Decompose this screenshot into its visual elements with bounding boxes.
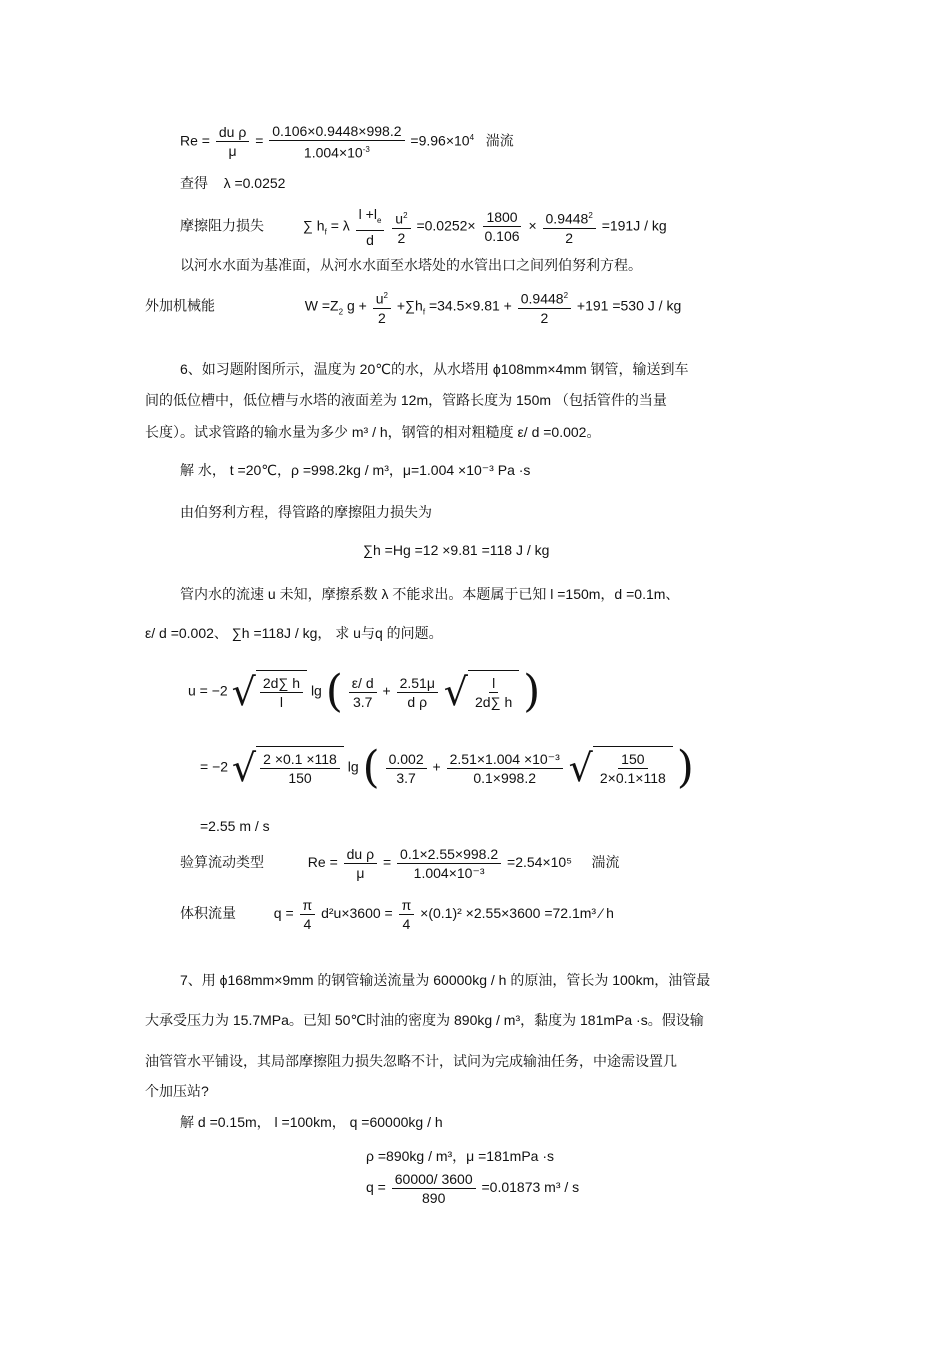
sqrt-icon: √ <box>231 746 257 790</box>
frac-num: du ρ <box>216 123 249 142</box>
problem7-line1: 7、用 ϕ168mm×9mm 的钢管输送流量为 60000kg / h 的原油，管长为 100km，油管最 <box>180 972 711 988</box>
flow-type: 湍流 <box>591 854 620 871</box>
frac-den: d <box>366 231 374 248</box>
hf-equation: ∑h =Hg =12 ×9.81 =118 J / kg <box>363 542 550 558</box>
frac-den: 3.7 <box>352 693 373 710</box>
num-text: l +l <box>358 206 377 222</box>
frac-den: 0.1×998.2 <box>473 769 537 786</box>
sqrt-icon: √ <box>443 670 469 714</box>
flow-type: 湍流 <box>485 132 514 149</box>
flow-check-line <box>180 845 619 882</box>
frac-den: 1.004×10⁻³ <box>413 865 485 881</box>
sqrt-body <box>256 670 307 714</box>
frac-num <box>518 287 571 309</box>
lg: lg <box>310 682 322 699</box>
re-lhs: Re = <box>180 132 210 149</box>
plus-sum: +∑h <box>396 297 423 314</box>
lhs: W =Z <box>304 297 339 314</box>
sum-symbol: ∑ h <box>302 217 325 234</box>
frac-den: 150 <box>288 770 312 786</box>
sqrt-body <box>256 746 344 790</box>
times: × <box>528 217 537 234</box>
problem7-line4: 个加压站? <box>145 1083 209 1099</box>
sup: 2 <box>403 211 408 221</box>
fraction <box>392 207 410 247</box>
frac-num: 0.1×2.55×998.2 <box>397 845 501 864</box>
frac-num <box>373 287 391 309</box>
frac-den: 4 <box>402 916 411 932</box>
re-result: =9.96×10 <box>410 132 470 149</box>
fraction <box>349 674 377 711</box>
frac-num <box>392 207 410 229</box>
result: =0.01873 m³ / s <box>481 1179 580 1196</box>
u-equation-substituted <box>200 742 694 793</box>
frac-num: 2.51×1.004 ×10⁻³ <box>447 750 563 769</box>
plus: + <box>382 682 391 699</box>
label: 查得 <box>180 175 208 191</box>
sub: f <box>422 307 426 317</box>
solution7-density: ρ =890kg / m³，μ =181mPa ·s <box>366 1148 554 1164</box>
label: 外加机械能 <box>145 297 215 314</box>
re-exp: 4 <box>469 132 475 142</box>
left-paren: ( <box>325 666 343 717</box>
friction-loss-line <box>180 205 667 249</box>
problem6-condition2: ε/ d =0.002、 ∑h =118J / kg， 求 u与q 的问题。 <box>145 625 443 641</box>
sqrt <box>569 746 673 790</box>
lhs: Re = <box>307 854 338 871</box>
equals: =0.0252× <box>416 217 476 234</box>
problem7-line3: 油管管水平铺设，其局部摩擦阻力损失忽略不计，试问为完成输油任务，中途需设置几 <box>145 1053 677 1069</box>
frac-num: 2.51μ <box>397 674 438 693</box>
lg: lg <box>347 758 359 775</box>
fraction <box>392 1170 476 1207</box>
solution6-bernoulli: 由伯努利方程，得管路的摩擦阻力损失为 <box>180 504 432 520</box>
label: 摩擦阻力损失 <box>180 217 264 234</box>
frac-den: 2 <box>540 309 549 326</box>
lhs: q = <box>273 905 294 922</box>
fraction <box>373 287 391 327</box>
left-paren: ( <box>362 742 380 793</box>
sqrt <box>232 670 307 714</box>
sqrt <box>444 670 519 714</box>
fraction <box>543 207 596 247</box>
solution7-header: 解 d =0.15m， l =100km， q =60000kg / h <box>180 1114 443 1130</box>
sqrt-body <box>468 670 519 714</box>
frac-num: 2 ×0.1 ×118 <box>260 750 340 769</box>
frac-den: 4 <box>303 916 312 932</box>
frac-den <box>301 141 373 162</box>
frac-num: l <box>489 674 498 693</box>
sqrt-icon: √ <box>231 670 256 714</box>
label: 验算流动类型 <box>180 854 264 871</box>
frac-num: 60000/ 3600 <box>392 1170 476 1189</box>
lhs: q = <box>366 1179 386 1196</box>
num-text: u <box>395 210 404 227</box>
solution7-qv <box>366 1170 579 1207</box>
result: ×(0.1)² ×2.55×3600 =72.1m³ ⁄ h <box>420 905 614 922</box>
frac-den: d ρ <box>407 693 428 710</box>
lhs: = −2 <box>200 758 229 775</box>
fraction <box>399 896 415 933</box>
sup: 2 <box>588 211 593 221</box>
right-paren: ) <box>676 742 694 793</box>
frac-num: 150 <box>618 750 647 769</box>
work-line <box>145 287 681 327</box>
frac-num: 1800 <box>483 208 520 227</box>
problem6-line3: 长度）。试求管路的输水量为多少 m³ / h，钢管的相对粗糙度 ε/ d =0.002。 <box>145 424 601 440</box>
num-text: u <box>375 290 384 307</box>
frac-num: 0.002 <box>386 750 427 769</box>
den-exp: -3 <box>362 145 370 154</box>
frac-den: μ <box>356 865 365 881</box>
frac-den: 890 <box>422 1190 446 1206</box>
label: 体积流量 <box>180 905 236 922</box>
frac-num: π <box>300 896 316 915</box>
problem7-line2: 大承受压力为 15.7MPa。已知 50℃时油的密度为 890kg / m³，黏度为 181mPa ·s。假设输 <box>145 1012 704 1028</box>
middle-term: d²u×3600 = <box>321 905 393 922</box>
frac-den: 0.106 <box>484 228 520 245</box>
problem6-line1: 6、如习题附图所示，温度为 20℃的水，从水塔用 ϕ108mm×4mm 钢管，输送到车 <box>180 361 689 377</box>
equals: = <box>382 854 392 871</box>
fraction <box>472 674 515 711</box>
num-text: 0.9448 <box>545 210 589 227</box>
equals: = λ <box>330 217 350 234</box>
lhs: u = −2 <box>188 682 228 699</box>
frac-num: ε/ d <box>349 674 377 693</box>
frac-den: 2×0.1×118 <box>599 770 666 786</box>
frac-num <box>543 207 596 229</box>
u-equation <box>188 666 541 717</box>
re-equation <box>180 122 514 162</box>
frac-den: l <box>279 694 283 710</box>
result: +191 =530 J / kg <box>576 297 682 314</box>
problem6-condition1: 管内水的流速 u 未知，摩擦系数 λ 不能求出。本题属于已知 l =150m，d =0.1m、 <box>180 586 680 602</box>
problem6-line2: 间的低位槽中，低位槽与水塔的液面差为 12m，管路长度为 150m （包括管件的当量 <box>145 392 667 408</box>
sup: 2 <box>563 291 569 300</box>
frac-den: 2 <box>565 229 574 246</box>
lambda-value: λ =0.0252 <box>223 175 286 191</box>
fraction <box>518 287 571 327</box>
right-paren: ) <box>523 666 541 717</box>
equals: =34.5×9.81 + <box>428 297 512 314</box>
fraction <box>447 750 563 787</box>
frac-den: 3.7 <box>396 769 416 786</box>
fraction <box>386 750 427 787</box>
fraction <box>397 674 438 711</box>
fraction <box>260 674 303 711</box>
fraction <box>356 205 385 249</box>
volume-flow-line <box>180 896 614 933</box>
equals: = <box>255 132 264 149</box>
frac-num: 2d∑ h <box>260 674 303 693</box>
sub: f <box>324 227 327 237</box>
frac-den: 2 <box>397 229 406 246</box>
fraction <box>300 896 316 933</box>
sub: e <box>376 215 382 225</box>
result: =2.54×10⁵ <box>507 854 573 871</box>
frac-den: μ <box>228 143 237 160</box>
frac-den: 2d∑ h <box>475 694 513 710</box>
lambda-line <box>180 174 285 192</box>
fraction <box>216 123 249 160</box>
plus: + <box>432 758 441 775</box>
frac-den: 2 <box>377 309 386 326</box>
fraction <box>344 845 377 882</box>
den-base: 1.004×10 <box>303 144 363 161</box>
frac-num: 0.106×0.9448×998.2 <box>269 122 404 141</box>
num-text: 0.9448 <box>520 290 564 307</box>
frac-num <box>356 205 385 231</box>
solution6-header: 解 水， t =20℃，ρ =998.2kg / m³，μ=1.004 ×10⁻³ Pa ·s <box>180 462 531 478</box>
bernoulli-intro: 以河水水面为基准面，从河水水面至水塔处的水管出口之间列伯努利方程。 <box>180 257 642 273</box>
fraction <box>597 750 669 787</box>
frac-num: π <box>399 896 415 915</box>
result: =191J / kg <box>601 217 667 234</box>
fraction <box>269 122 404 162</box>
u-result: =2.55 m / s <box>200 818 270 834</box>
sub: 2 <box>338 307 344 317</box>
sqrt-icon: √ <box>568 746 593 790</box>
fraction <box>260 750 340 787</box>
fraction <box>482 208 523 245</box>
fraction <box>397 845 501 882</box>
g-term: g + <box>346 297 367 314</box>
sqrt <box>232 746 344 790</box>
sup: 2 <box>383 291 388 300</box>
frac-num: du ρ <box>344 845 377 864</box>
sqrt-body <box>593 746 673 790</box>
